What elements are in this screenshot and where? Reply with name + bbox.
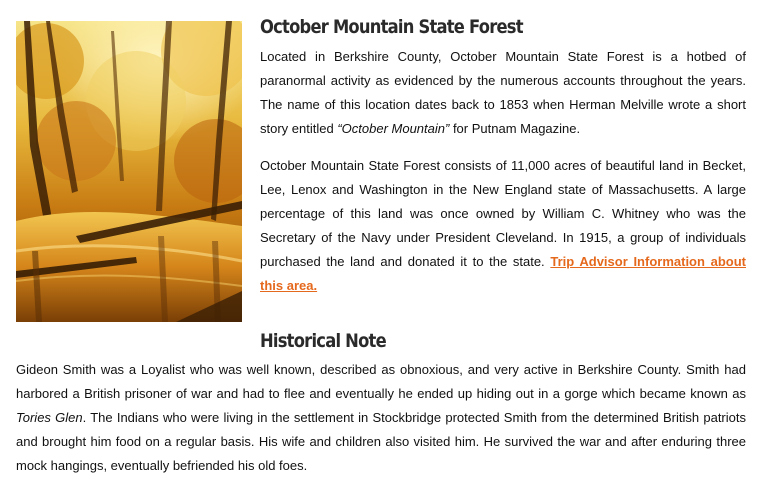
- historical-note-paragraph: [16, 358, 746, 478]
- intro-text: Located in Berkshire County, October Mountain State Forest is a hotbed of paranormal activity as evidenced by the numerous accounts throughout the years. The name of this location dates back to 1853 when Herman Melville wrote a short story entitled: [260, 49, 746, 136]
- forest-stream-photo: [16, 21, 242, 322]
- history-text: Gideon Smith was a Loyalist who was well known, described as obnoxious, and very active in Berkshire County. Smith had harbored a British prisoner of war and had to flee and eventually he ended up hiding out in a gorge which became known as: [16, 362, 746, 401]
- trip-advisor-link[interactable]: Trip Advisor Information about this area.: [260, 254, 747, 293]
- intro-text-end: for Putnam Magazine.: [449, 121, 581, 136]
- forest-details-text: October Mountain State Forest consists of 11,000 acres of beautiful land in Becket, Lee, Lenox and Washington in the New England state of Massachusetts. A large percentage of this land was once owned by William C. Whitney who was the Secretary of the Navy under President Cleveland. In 1915, a group of individuals purchased the land and donated it to the state.: [260, 158, 746, 269]
- intro-paragraph: [260, 45, 746, 141]
- historical-note-heading: Historical Note: [260, 330, 386, 352]
- place-name: Tories Glen: [16, 410, 83, 425]
- story-title: “October Mountain”: [337, 121, 450, 136]
- page-title: October Mountain State Forest: [260, 16, 523, 38]
- forest-details-paragraph: [260, 154, 746, 298]
- history-text-end: . The Indians who were living in the settlement in Stockbridge protected Smith from the determined British patriots and brought him food on a regular basis. His wife and children also visited him. He survived the war and after enduring three mock hangings, eventually befriended his old foes.: [16, 410, 746, 473]
